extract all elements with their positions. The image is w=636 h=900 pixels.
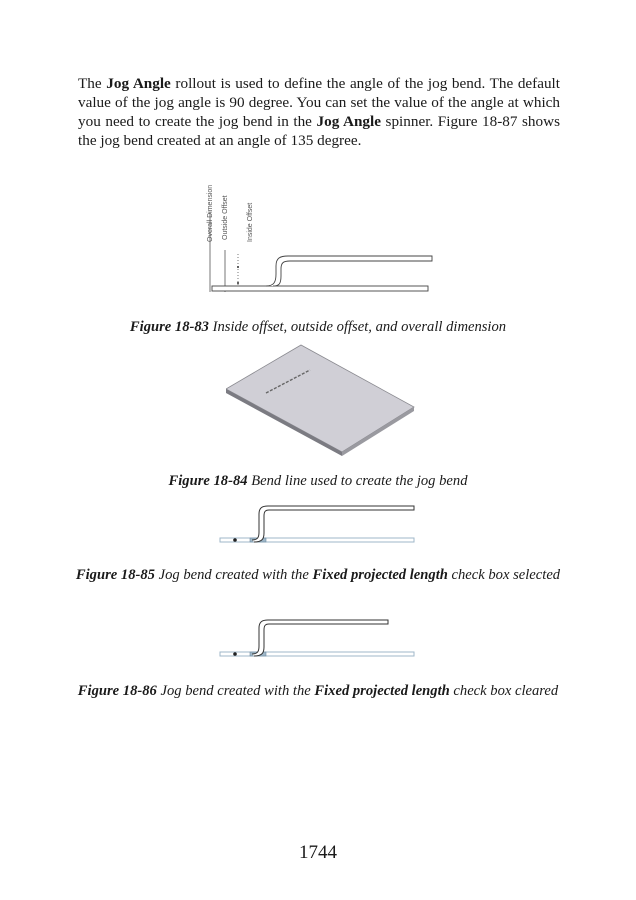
figure-18-85-caption: Figure 18-85 Jog bend created with the Fixed projected length check box selected: [75, 567, 561, 583]
overall-dimension-label: Overall Dimension: [207, 184, 214, 242]
figure-18-85-diagram: [218, 504, 418, 546]
inside-offset-label: Inside Offset: [247, 202, 254, 242]
body-paragraph: The Jog Angle rollout is used to define the angle of the jog bend. The default value of the jog angle is 90 degree. You can set the value of the angle at which you need to create the jog bend in the Jog Angle spinner. Figure 18-87 shows the jog bend created at an angle of 135 degree.: [78, 75, 560, 149]
figure-18-83-caption: Figure 18-83 Inside offset, outside offset, and overall dimension: [129, 319, 507, 335]
jog-angle-term: Jog Angle: [106, 75, 171, 92]
jog-angle-spinner-term: Jog Angle: [316, 113, 381, 130]
figure-18-83-diagram: [196, 170, 446, 300]
figure-18-84-caption: Figure 18-84 Bend line used to create the jog bend: [168, 473, 468, 489]
page-number: 1744: [299, 842, 337, 863]
figure-18-86-caption: Figure 18-86 Jog bend created with the Fixed projected length check box cleared: [77, 683, 559, 699]
figure-18-84-diagram: [226, 344, 416, 459]
outside-offset-label: Outside Offset: [222, 195, 229, 240]
figure-18-86-diagram: [218, 618, 418, 660]
